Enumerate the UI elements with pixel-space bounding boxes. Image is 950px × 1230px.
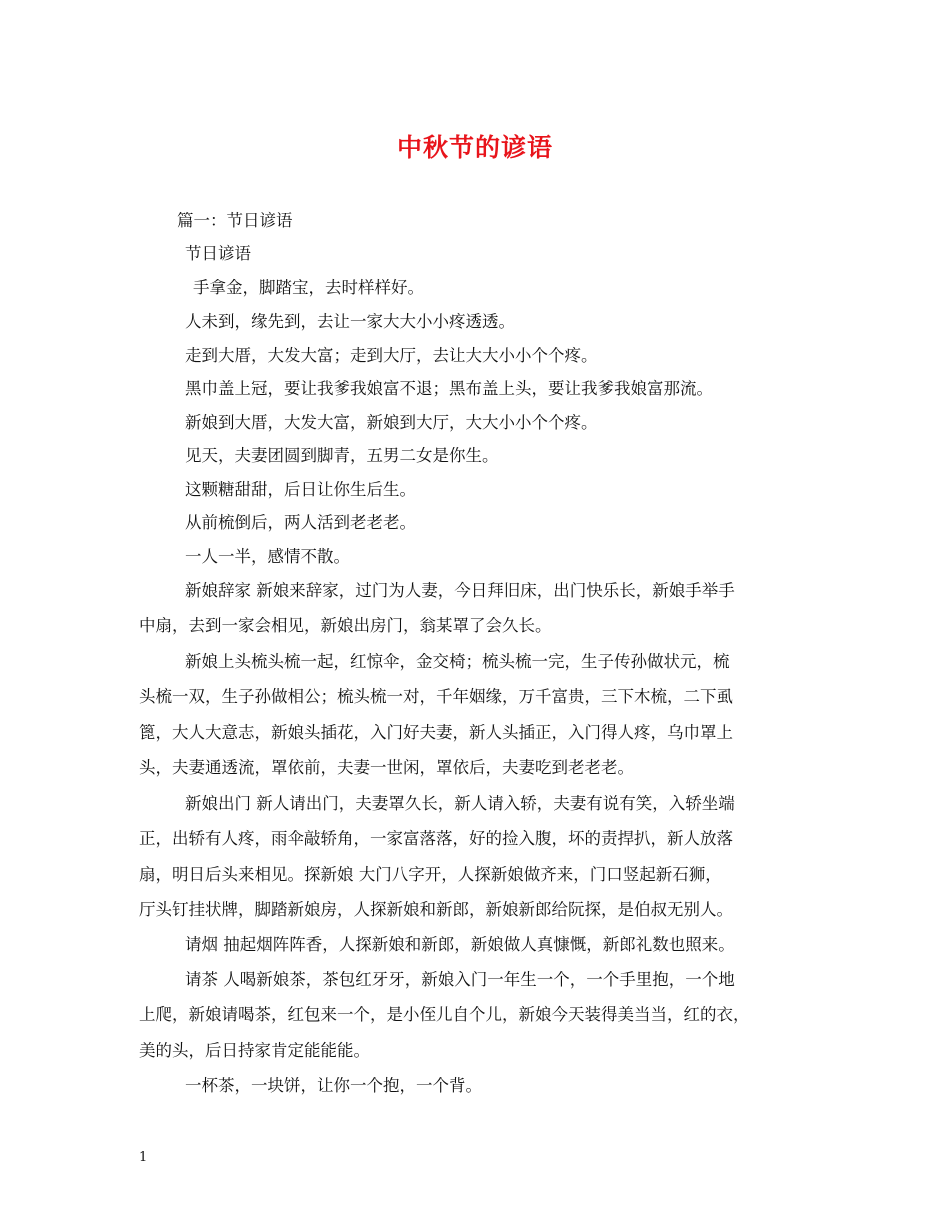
text-line: 从前梳倒后，两人活到老老老。 (185, 513, 416, 532)
text-line: 头梳一双，生子孙做相公；梳头梳一对，千年姻缘，万千富贵，三下木梳，二下虱 (139, 687, 733, 706)
text-line: 请烟 抽起烟阵阵香，人探新娘和新郎，新娘做人真慷慨，新郎礼数也照来。 (185, 935, 735, 954)
text-line: 头，夫妻通透流，罩依前，夫妻一世闲，罩依后，夫妻吃到老老老。 (139, 758, 634, 777)
document-title: 中秋节的谚语 (396, 133, 553, 162)
text-line: 篦，大人大意志，新娘头插花，入门好夫妻，新人头插正，入门得人疼，乌巾罩上 (139, 723, 733, 742)
text-line: 新娘辞家 新娘来辞家，过门为人妻，今日拜旧床，出门快乐长，新娘手举手 (185, 581, 735, 600)
text-line: 上爬，新娘请喝茶，红包来一个，是小侄儿自个儿，新娘今天装得美当当，红的衣， (139, 1005, 750, 1024)
text-line: 见天，夫妻团圆到脚青，五男二女是你生。 (185, 446, 499, 465)
text-line: 这颗糖甜甜，后日让你生后生。 (185, 480, 416, 499)
text-line: 扇，明日后头来相见。探新娘 大门八字开，人探新娘做齐来，门口竖起新石狮， (139, 865, 722, 884)
text-line: 新娘到大厝，大发大富，新娘到大厅，大大小小个个疼。 (185, 413, 598, 432)
text-line: 黑巾盖上冠，要让我爹我娘富不退；黑布盖上头，要让我爹我娘富那流。 (185, 379, 713, 398)
text-line: 新娘上头梳头梳一起，红惊伞，金交椅；梳头梳一完，生子传孙做状元，梳 (185, 652, 730, 671)
page-number: 1 (139, 1150, 148, 1165)
text-line: 一杯茶，一块饼，让你一个抱，一个背。 (185, 1076, 482, 1095)
text-line: 走到大厝，大发大富；走到大厅，去让大大小小个个疼。 (185, 346, 598, 365)
text-line: 美的头，后日持家肯定能能能。 (139, 1041, 370, 1060)
text-line: 新娘出门 新人请出门，夫妻罩久长，新人请入轿，夫妻有说有笑，入轿坐端 (185, 794, 735, 813)
text-line: 人未到，缘先到，去让一家大大小小疼透透。 (185, 312, 515, 331)
subheading: 节日谚语 (185, 244, 251, 263)
text-line: 正，出轿有人疼，雨伞敲轿角，一家富落落，好的捡入腹，坏的责捍扒，新人放落 (139, 829, 733, 848)
text-line: 一人一半，感情不散。 (185, 547, 350, 566)
text-line: 手拿金，脚踏宝，去时样样好。 (193, 278, 424, 297)
text-line: 中扇，去到一家会相见，新娘出房门，翁某罩了会久长。 (139, 616, 552, 635)
text-line: 请茶 人喝新娘茶，茶包红牙牙，新娘入门一年生一个，一个手里抱，一个地 (185, 970, 735, 989)
text-line: 厅头钉挂状牌，脚踏新娘房，人探新娘和新郎，新娘新郎给阮探，是伯叔无别人。 (139, 900, 733, 919)
section-heading: 篇一：节日谚语 (177, 211, 293, 230)
